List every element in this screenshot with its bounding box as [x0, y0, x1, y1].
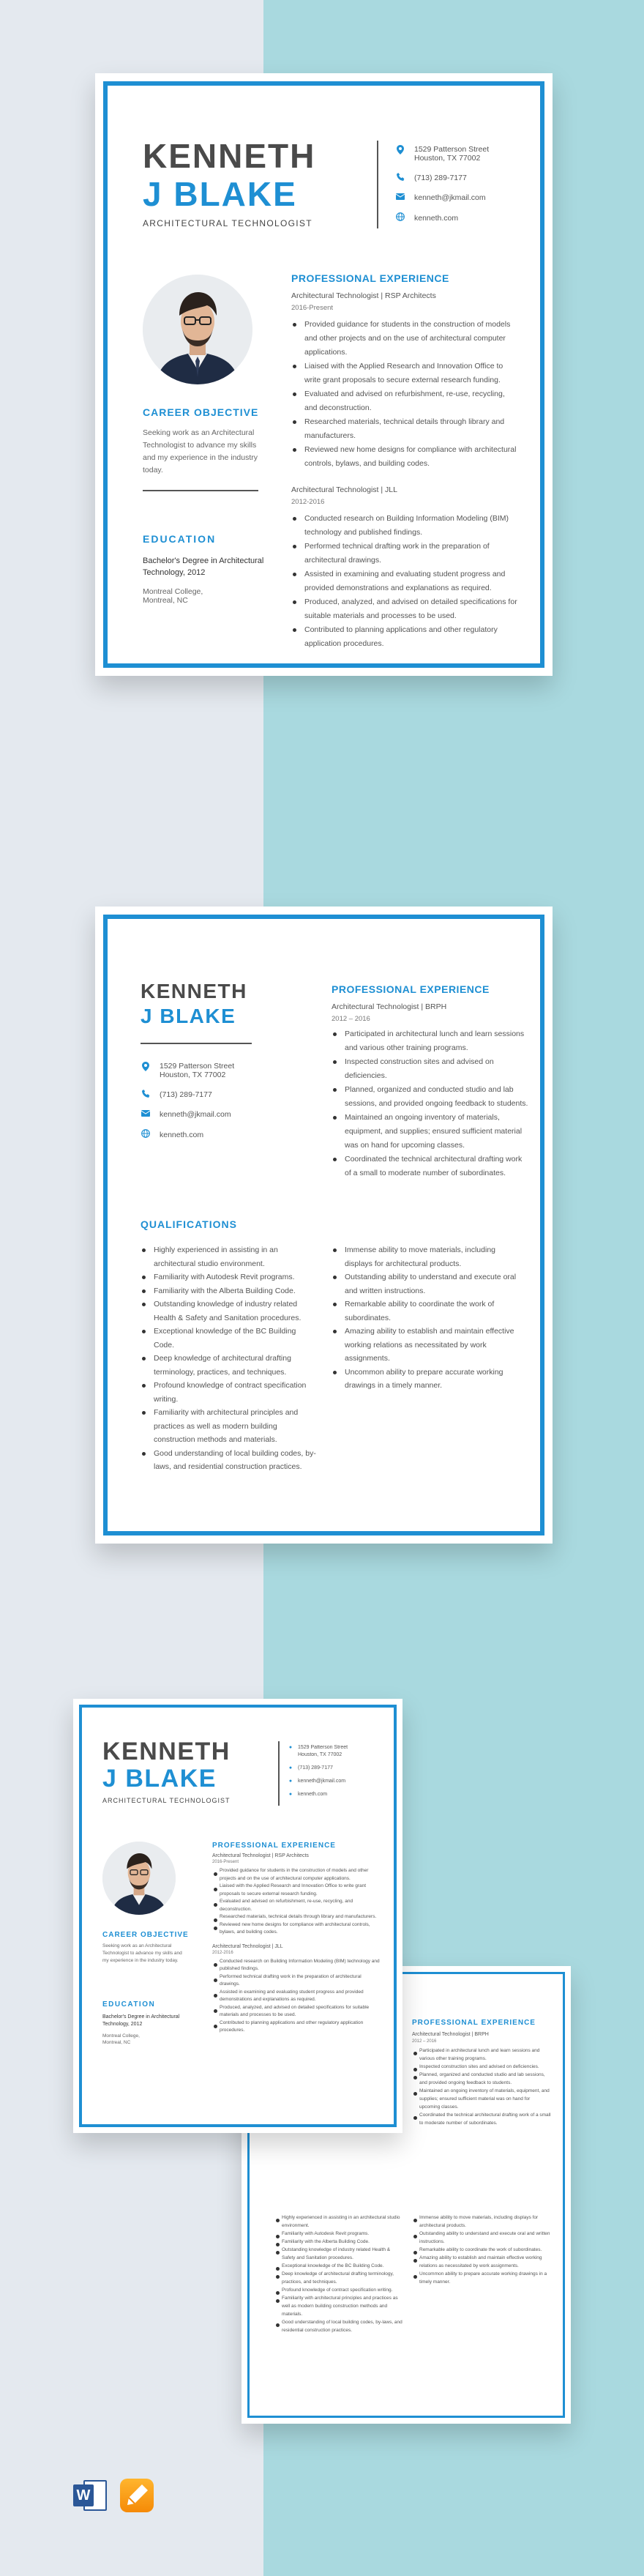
preview-phone-number: (713) 289-7177: [298, 1765, 333, 1771]
experience-heading: PROFESSIONAL EXPERIENCE: [332, 983, 490, 995]
list-item: Liaised with the Applied Research and Innovation Office to write grant proposals to secure external research funding.: [291, 360, 518, 387]
list-item: Conducted research on Building Information Modeling (BIM) technology and published findings.: [291, 512, 518, 540]
preview-profile-photo: [102, 1842, 176, 1915]
job-1-duties: [291, 318, 518, 471]
word-letter: W: [76, 2487, 91, 2504]
phone-icon: [395, 173, 405, 183]
preview-contact-block: [287, 1744, 348, 1798]
name-last: J BLAKE: [141, 1005, 236, 1027]
phone-number: (713) 289-7177: [160, 1090, 212, 1099]
education-school: Montreal College,: [143, 587, 203, 596]
email-row: [141, 1110, 280, 1119]
job-role: Architectural Technologist | BRPH: [332, 1002, 447, 1011]
preview-job-role: Architectural Technologist | BRPH: [412, 2032, 489, 2037]
profile-photo: [143, 275, 252, 384]
preview-page-1: [73, 1699, 402, 2133]
preview-name-block: [102, 1739, 231, 1804]
globe-icon: [141, 1129, 151, 1140]
preview-school-1: Montreal College,: [102, 2033, 140, 2039]
preview-job-1-duties: [212, 1867, 381, 1937]
job-2-duties: [291, 512, 518, 651]
education-degree: Bachelor's Degree in Architectural Technology, 2012: [143, 556, 264, 577]
address-line-2: Houston, TX 77002: [414, 154, 481, 163]
section-divider: [143, 490, 258, 491]
website-url[interactable]: kenneth.com: [414, 213, 459, 223]
preview-qualifications-left: [274, 2214, 402, 2334]
list-item: Outstanding ability to understand and execute oral and written instructions.: [332, 1270, 522, 1298]
list-item: Exceptional knowledge of the BC Building Code.: [141, 1325, 316, 1352]
globe-icon: [395, 212, 405, 223]
preview-email: [287, 1778, 348, 1785]
mail-icon: [395, 193, 405, 202]
list-item: Provided guidance for students in the construction of models and other projects and on the use of architectural computer applications.: [291, 318, 518, 360]
experience-section: [291, 272, 518, 651]
list-item: Outstanding knowledge of industry related Health & Safety and Sanitation procedures.: [274, 2246, 402, 2262]
preview-career-heading: CAREER OBJECTIVE: [102, 1931, 189, 1939]
preview-job-dates: 2012 – 2016: [412, 2039, 437, 2044]
email-row: [395, 193, 534, 202]
preview-experience-section: [212, 1842, 381, 2035]
job-duties: [332, 1027, 529, 1180]
address-row: [395, 145, 534, 163]
education-section: [143, 533, 271, 605]
contact-block: [141, 1062, 280, 1140]
list-item: Coordinated the technical architectural drafting work of a small to moderate number of subordinates.: [332, 1153, 529, 1180]
preview-website-url: kenneth.com: [298, 1792, 328, 1797]
preview-job-1-dates: 2016-Present: [212, 1860, 239, 1864]
word-badge: [73, 2484, 94, 2506]
list-item: Highly experienced in assisting in an architectural studio environment.: [274, 2214, 402, 2230]
list-item: Maintained an ongoing inventory of materials, equipment, and supplies; ensured sufficient material was on hand for upcoming classes.: [412, 2087, 551, 2111]
resume-page-2: [95, 907, 553, 1544]
education-location: Montreal, NC: [143, 596, 188, 605]
list-item: Familiarity with Autodesk Revit programs.: [141, 1270, 316, 1284]
list-item: Planned, organized and conducted studio and lab sessions, and provided ongoing feedback to students.: [412, 2071, 551, 2087]
list-item: Participated in architectural lunch and learn sessions and various other training programs.: [412, 2047, 551, 2063]
list-item: Profound knowledge of contract specification writing.: [274, 2286, 402, 2294]
mail-icon: [141, 1110, 151, 1119]
list-item: Good understanding of local building codes, by-laws, and residential construction practices.: [141, 1447, 316, 1474]
list-item: Reviewed new home designs for compliance with architectural controls, bylaws, and building codes.: [291, 443, 518, 471]
preview-name-first: KENNETH: [102, 1738, 231, 1765]
address-line-2: Houston, TX 77002: [160, 1071, 226, 1079]
job-1-dates: 2016-Present: [291, 304, 334, 312]
list-item: Evaluated and advised on refurbishment, re-use, recycling, and deconstruction.: [291, 387, 518, 415]
list-item: Inspected construction sites and advised on deficiencies.: [412, 2063, 551, 2071]
list-item: Familiarity with Autodesk Revit programs.: [274, 2230, 402, 2238]
list-item: Contributed to planning applications and other regulatory application procedures.: [291, 623, 518, 651]
address-row: [141, 1062, 280, 1079]
experience-section: [332, 983, 529, 1180]
phone-row: [141, 1090, 280, 1100]
preview-education-school: [102, 2033, 140, 2046]
preview-experience-heading: PROFESSIONAL EXPERIENCE: [212, 1842, 336, 1850]
list-item: Liaised with the Applied Research and Innovation Office to write grant proposals to secure external research funding.: [212, 1883, 381, 1898]
preview-address-2: Houston, TX 77002: [298, 1752, 342, 1757]
career-objective-heading: CAREER OBJECTIVE: [143, 406, 259, 418]
name-first: KENNETH: [141, 980, 247, 1002]
list-item: Outstanding ability to understand and execute oral and written instructions.: [412, 2230, 551, 2246]
list-item: Familiarity with the Alberta Building Code.: [274, 2238, 402, 2246]
preview-website: [287, 1791, 348, 1798]
list-item: Researched materials, technical details through library and manufacturers.: [212, 1913, 381, 1921]
pencil-icon: [120, 2479, 154, 2512]
website-url[interactable]: kenneth.com: [160, 1130, 204, 1139]
preview-job-2-dates: 2012-2016: [212, 1950, 233, 1955]
list-item: Produced, analyzed, and advised on detailed specifications for suitable materials and processes to be used.: [212, 2004, 381, 2020]
preview-career-text: Seeking work as an Architectural Technologist to advance my skills and my experience in the industry today.: [102, 1943, 182, 1963]
list-item: Highly experienced in assisting in an architectural studio environment.: [141, 1243, 316, 1270]
list-item: Remarkable ability to coordinate the work of subordinates.: [332, 1298, 522, 1325]
list-item: Coordinated the technical architectural drafting work of a small to moderate number of subordinates.: [412, 2111, 551, 2127]
name-first: KENNETH: [143, 137, 316, 175]
list-item: Conducted research on Building Information Modeling (BIM) technology and published findings.: [212, 1958, 381, 1973]
preview-education-heading: EDUCATION: [102, 2000, 156, 2009]
preview-address: [287, 1744, 348, 1752]
job-1-role: Architectural Technologist | RSP Architects: [291, 291, 436, 300]
list-item: Familiarity with architectural principles and practices as well as modern building construction methods and materials.: [274, 2294, 402, 2318]
preview-education-degree: Bachelor's Degree in Architectural Technology, 2012: [102, 2014, 180, 2027]
pages-app-icon[interactable]: [120, 2479, 154, 2512]
header-divider: [377, 141, 378, 228]
website-row: [141, 1129, 280, 1140]
website-row: [395, 212, 534, 223]
list-item: Remarkable ability to coordinate the work of subordinates.: [412, 2246, 551, 2254]
list-item: Uncommon ability to prepare accurate working drawings in a timely manner.: [412, 2270, 551, 2286]
list-item: Reviewed new home designs for compliance with architectural controls, bylaws, and building codes.: [212, 1921, 381, 1937]
location-pin-icon: ●: [288, 1745, 293, 1750]
preview-qualifications-right: [412, 2214, 551, 2286]
job-title: ARCHITECTURAL TECHNOLOGIST: [143, 218, 312, 228]
job-2-dates: 2012-2016: [291, 498, 325, 506]
address-line-1: 1529 Patterson Street: [414, 145, 490, 154]
experience-heading: PROFESSIONAL EXPERIENCE: [291, 272, 449, 284]
list-item: Exceptional knowledge of the BC Building Code.: [274, 2262, 402, 2270]
list-item: Participated in architectural lunch and learn sessions and various other training programs.: [332, 1027, 529, 1055]
list-item: Performed technical drafting work in the preparation of architectural drawings.: [212, 1973, 381, 1989]
list-item: Assisted in examining and evaluating student progress and provided demonstrations and explanations as required.: [212, 1989, 381, 2004]
list-item: Inspected construction sites and advised on deficiencies.: [332, 1055, 529, 1083]
preview-job-2-duties: [212, 1958, 381, 2035]
email-address[interactable]: kenneth@jkmail.com: [160, 1110, 231, 1119]
address-line-1: 1529 Patterson Street: [160, 1062, 235, 1071]
list-item: Familiarity with the Alberta Building Code.: [141, 1284, 316, 1298]
list-item: Familiarity with architectural principles and practices as well as modern building construction methods and materials.: [141, 1406, 316, 1447]
list-item: Immense ability to move materials, including displays for architectural products.: [412, 2214, 551, 2230]
list-item: Amazing ability to establish and maintain effective working relations as necessitated by work assignments.: [332, 1325, 522, 1366]
preview-name-last: J BLAKE: [102, 1765, 217, 1793]
preview-email-address: kenneth@jkmail.com: [298, 1779, 346, 1784]
list-item: Good understanding of local building codes, by-laws, and residential construction practices.: [274, 2318, 402, 2334]
list-item: Profound knowledge of contract specification writing.: [141, 1379, 316, 1406]
education-heading: EDUCATION: [143, 533, 217, 545]
qualifications-heading: QUALIFICATIONS: [141, 1218, 237, 1230]
location-pin-icon: [395, 145, 405, 157]
phone-number: (713) 289-7177: [414, 174, 467, 182]
list-item: Immense ability to move materials, including displays for architectural products.: [332, 1243, 522, 1270]
job-2-role: Architectural Technologist | JLL: [291, 485, 397, 494]
preview-header-divider: [278, 1741, 280, 1806]
list-item: Researched materials, technical details through library and manufacturers.: [291, 415, 518, 443]
name-divider: [141, 1043, 252, 1044]
resume-page-1: [95, 73, 553, 676]
list-item: Deep knowledge of architectural drafting terminology, practices, and techniques.: [141, 1352, 316, 1379]
career-objective-text: Seeking work as an Architectural Technologist to advance my skills and my experience in the industry today.: [143, 428, 258, 474]
preview-job-duties: [412, 2047, 551, 2127]
preview-job-2-role: Architectural Technologist | JLL: [212, 1943, 283, 1949]
list-item: Produced, analyzed, and advised on detailed specifications for suitable materials and processes to be used.: [291, 595, 518, 623]
career-objective-section: [143, 406, 267, 491]
list-item: Evaluated and advised on refurbishment, re-use, recycling, and deconstruction.: [212, 1898, 381, 1913]
qualifications-right: [332, 1243, 522, 1393]
preview-phone: [287, 1765, 348, 1772]
phone-icon: ●: [288, 1765, 293, 1771]
phone-icon: [141, 1090, 151, 1100]
name-block: [141, 981, 247, 1027]
list-item: Amazing ability to establish and maintain effective working relations as necessitated by work assignments.: [412, 2254, 551, 2270]
globe-icon: ●: [288, 1792, 293, 1797]
list-item: Outstanding knowledge of industry related Health & Safety and Sanitation procedures.: [141, 1298, 316, 1325]
list-item: Planned, organized and conducted studio and lab sessions, and provided ongoing feedback to students.: [332, 1083, 529, 1111]
phone-row: [395, 173, 534, 183]
list-item: Contributed to planning applications and other regulatory application procedures.: [212, 2020, 381, 2035]
list-item: Assisted in examining and evaluating student progress and provided demonstrations and explanations as required.: [291, 567, 518, 595]
list-item: Performed technical drafting work in the preparation of architectural drawings.: [291, 540, 518, 567]
preview-experience-heading: PROFESSIONAL EXPERIENCE: [412, 2019, 536, 2027]
list-item: Maintained an ongoing inventory of materials, equipment, and supplies; ensured sufficient material was on hand for upcoming classes.: [332, 1111, 529, 1153]
qualifications-left: [141, 1243, 316, 1474]
list-item: Deep knowledge of architectural drafting terminology, practices, and techniques.: [274, 2270, 402, 2286]
job-dates: 2012 – 2016: [332, 1015, 370, 1023]
contact-block: [395, 145, 534, 223]
list-item: Uncommon ability to prepare accurate working drawings in a timely manner.: [332, 1366, 522, 1393]
name-block: [143, 139, 315, 228]
preview-job-title: ARCHITECTURAL TECHNOLOGIST: [102, 1797, 231, 1804]
name-last: J BLAKE: [143, 175, 297, 213]
word-app-icon[interactable]: [73, 2479, 107, 2512]
preview-school-2: Montreal, NC: [102, 2040, 131, 2045]
preview-address-1: 1529 Patterson Street: [298, 1745, 348, 1750]
email-address[interactable]: kenneth@jkmail.com: [414, 193, 486, 202]
mail-icon: ●: [288, 1779, 293, 1784]
list-item: Provided guidance for students in the construction of models and other projects and on the use of architectural computer applications.: [212, 1867, 381, 1883]
location-pin-icon: [141, 1062, 151, 1073]
preview-job-1-role: Architectural Technologist | RSP Architects: [212, 1853, 309, 1858]
